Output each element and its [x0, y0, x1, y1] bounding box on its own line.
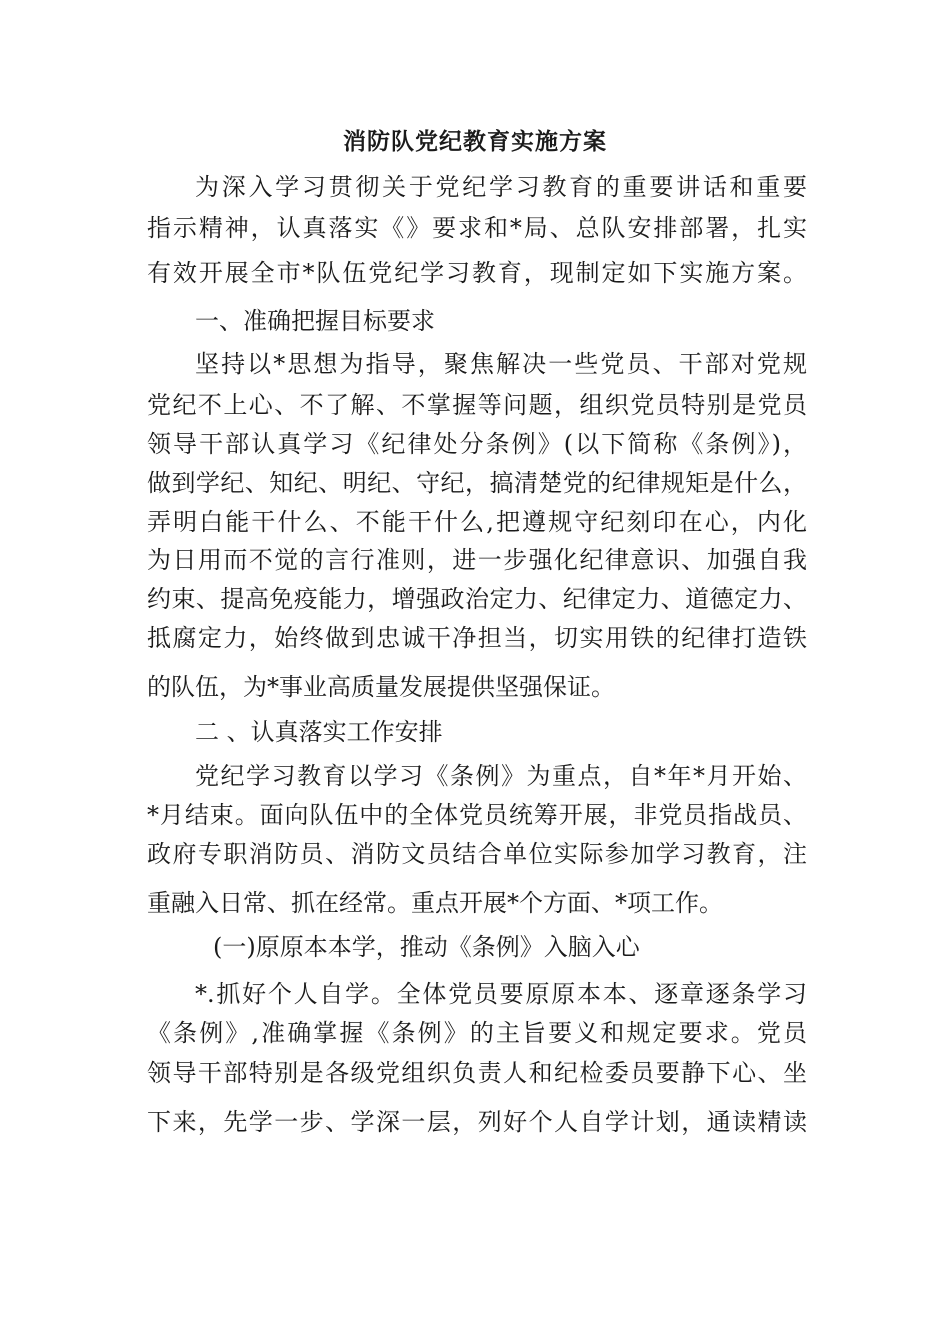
paragraph-line: 指示精神，认真落实《》要求和*局、总队安排部署，扎实 [147, 214, 807, 242]
paragraph-line: 有效开展全市*队伍党纪学习教育，现制定如下实施方案。 [147, 259, 807, 287]
paragraph-line: 《条例》,准确掌握《条例》的主旨要义和规定要求。党员 [147, 1019, 807, 1047]
paragraph-line: 政府专职消防员、消防文员结合单位实际参加学习教育，注 [147, 840, 807, 868]
subsection-heading: (一)原原本本学，推动《条例》入脑入心 [213, 933, 640, 961]
paragraph-line: 领导干部特别是各级党组织负责人和纪检委员要静下心、坐 [147, 1059, 807, 1087]
paragraph-line: 党纪不上心、不了解、不掌握等问题，组织党员特别是党员 [147, 391, 807, 419]
paragraph-line: *月结束。面向队伍中的全体党员统筹开展，非党员指战员、 [147, 801, 807, 829]
section-heading: 一、准确把握目标要求 [195, 307, 435, 335]
paragraph-line: 约束、提高免疫能力，增强政治定力、纪律定力、道德定力、 [147, 585, 807, 613]
document-title: 消防队党纪教育实施方案 [343, 129, 607, 155]
paragraph-line: *.抓好个人自学。全体党员要原原本本、逐章逐条学习 [195, 980, 807, 1008]
paragraph-line: 做到学纪、知纪、明纪、守纪，搞清楚党的纪律规矩是什么， [147, 469, 807, 497]
paragraph-line: 弄明白能干什么、不能干什么,把遵规守纪刻印在心，内化 [147, 508, 807, 536]
paragraph-line: 重融入日常、抓在经常。重点开展*个方面、*项工作。 [147, 889, 723, 917]
paragraph-line: 的队伍，为*事业高质量发展提供坚强保证。 [147, 673, 615, 701]
section-heading: 二 、认真落实工作安排 [195, 718, 443, 746]
paragraph-line: 坚持以*思想为指导，聚焦解决一些党员、干部对党规 [195, 350, 807, 378]
paragraph-line: 抵腐定力，始终做到忠诚干净担当，切实用铁的纪律打造铁 [147, 624, 807, 652]
paragraph-line: 领导干部认真学习《纪律处分条例》(以下简称《条例》)， [147, 430, 807, 458]
paragraph-line: 为深入学习贯彻关于党纪学习教育的重要讲话和重要 [195, 173, 807, 201]
paragraph-line: 为日用而不觉的言行准则，进一步强化纪律意识、加强自我 [147, 546, 807, 574]
paragraph-line: 下来，先学一步、学深一层，列好个人自学计划，通读精读 [147, 1108, 807, 1136]
paragraph-line: 党纪学习教育以学习《条例》为重点，自*年*月开始、 [195, 762, 807, 790]
